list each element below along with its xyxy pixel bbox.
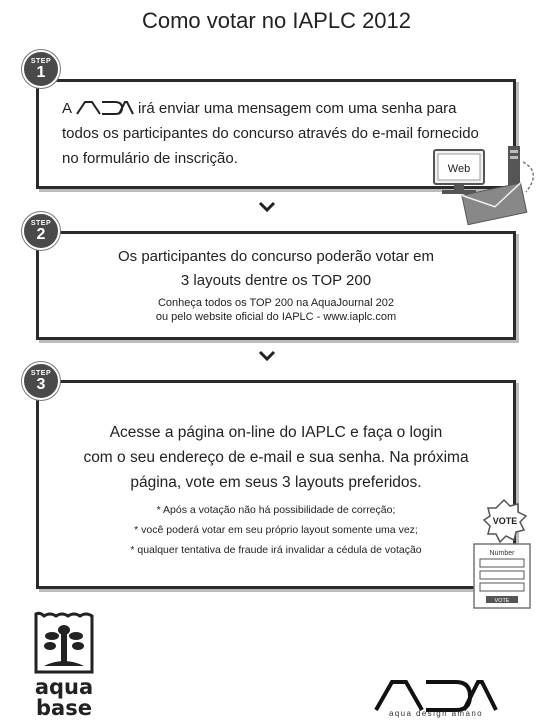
vote-ballot-illustration: [470, 498, 534, 610]
step-2-line-2: 3 layouts dentre os TOP 200: [180, 272, 372, 289]
chevron-down-icon: [258, 201, 276, 213]
step-2-text: [56, 245, 496, 293]
step-1-badge: [22, 50, 60, 88]
ada-tagline: aqua design amano: [388, 709, 484, 718]
vote-form-button: VOTE: [494, 598, 510, 604]
ada-inline-logo: [75, 99, 135, 115]
step-label: STEP: [30, 370, 52, 377]
step-3-text: [56, 420, 496, 495]
aquabase-line-2: base: [36, 696, 92, 718]
step-3-notes: [56, 500, 496, 560]
page-title: Como votar no IAPLC 2012: [141, 8, 412, 33]
aquabase-logo: [30, 610, 105, 718]
step-1-text-after: irá enviar uma mensagem com uma senha para todos os participantes do concurso através do e-mail fornecido no formulário de inscrição.: [62, 100, 479, 167]
step-2-line-1: Os participantes do concurso poderão votar em: [117, 248, 434, 265]
ada-logo: [372, 678, 500, 712]
vote-badge-text: VOTE: [492, 516, 518, 526]
step-3-note-3: * qualquer tentativa de fraude irá invalidar a cédula de votação: [130, 544, 422, 556]
step-number: 2: [36, 226, 46, 243]
step-3-line-1: Acesse a página on-line do IAPLC e faça o login: [109, 424, 443, 441]
vote-form-title: Number: [489, 550, 515, 557]
step-3-badge: [22, 362, 60, 400]
step-2-sub-1: Conheça todos os TOP 200 na AquaJournal 202: [157, 297, 395, 309]
step-3-note-2: * você poderá votar em seu próprio layout somente uma vez;: [134, 524, 418, 536]
step-number: 1: [36, 64, 46, 81]
chevron-down-icon: [258, 350, 276, 362]
step-1-text-before: A: [62, 100, 73, 117]
step-3-line-2: com o seu endereço de e-mail e sua senha. Na próxima: [83, 449, 469, 466]
web-email-illustration: [428, 140, 546, 226]
step-3-note-1: * Após a votação não há possibilidade de correção;: [156, 504, 396, 516]
aquabase-line-1: aqua: [34, 675, 94, 699]
step-2-sub-2: ou pelo website oficial do IAPLC - www.iaplc.com: [155, 311, 397, 323]
step-label: STEP: [30, 220, 52, 227]
step-number: 3: [36, 376, 46, 393]
web-label: Web: [447, 163, 471, 175]
step-2-subtext: [56, 296, 496, 324]
step-label: STEP: [30, 58, 52, 65]
step-2-badge: [22, 212, 60, 250]
step-3-line-3: página, vote em seus 3 layouts preferidos.: [130, 474, 422, 491]
step-1-text: [62, 96, 482, 171]
